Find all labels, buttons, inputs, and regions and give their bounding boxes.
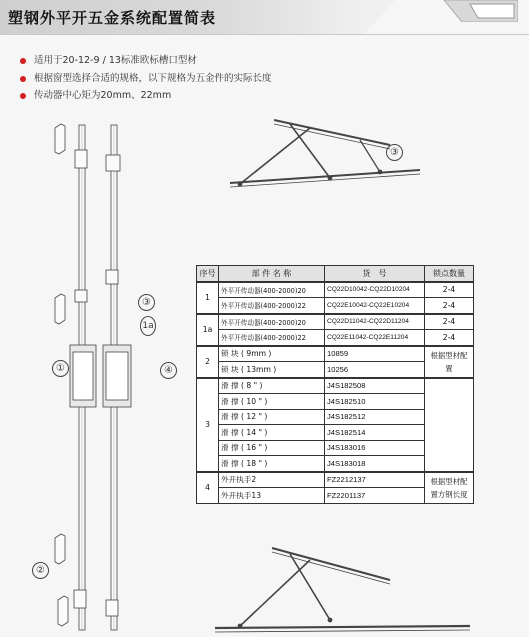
config-note: 根据型材配置 [425, 346, 474, 378]
lock-qty: 2-4 [425, 282, 474, 298]
note-item: 传动器中心矩为20mm、22mm [20, 87, 272, 105]
part-code: J4S182514 [325, 425, 425, 441]
part-name: 锁 块 ( 9mm ) [219, 346, 325, 362]
table-row [197, 378, 474, 394]
table-header-row [197, 266, 474, 282]
note-item: 适用于20-12-9 / 13标准欧标槽口型材 [20, 52, 272, 70]
col-header-code: 货 号 [325, 266, 425, 282]
part-name: 外平开传动器(400-2000)20 [219, 314, 325, 330]
group-no: 1 [197, 282, 219, 314]
group-no: 1a [197, 314, 219, 346]
callout-4: ④ [160, 362, 177, 379]
note-item: 根据窗型选择合适的规格，以下规格为五金件的实际长度 [20, 70, 272, 88]
part-code: FZ2201137 [325, 488, 425, 504]
lock-qty: 2-4 [425, 314, 474, 330]
table-row [197, 314, 474, 330]
col-header-no: 序号 [197, 266, 219, 282]
table-row [197, 472, 474, 488]
part-code: FZ2212137 [325, 472, 425, 488]
part-code: J4S183018 [325, 456, 425, 472]
part-name: 滑 撑 ( 18 " ) [219, 456, 325, 472]
table-row [197, 282, 474, 298]
part-name: 滑 撑 ( 12 " ) [219, 409, 325, 425]
lock-qty: 2-4 [425, 330, 474, 346]
part-name: 外开执手2 [219, 472, 325, 488]
friction-stay-bottom [215, 548, 470, 632]
lock-qty: 2-4 [425, 298, 474, 314]
callout-2: ② [32, 562, 49, 579]
part-code: J4S182508 [325, 378, 425, 394]
part-code: 10859 [325, 346, 425, 362]
part-name: 外平开传动器(400-2000)22 [219, 298, 325, 314]
table-row [197, 346, 474, 362]
col-header-qty: 锁点数量 [425, 266, 474, 282]
transmission-rod-1a [103, 125, 131, 630]
part-code: J4S182510 [325, 394, 425, 410]
part-name: 外开执手13 [219, 488, 325, 504]
part-name: 滑 撑 ( 8 " ) [219, 378, 325, 394]
callout-1: ① [52, 360, 69, 377]
callout-3-side: ③ [138, 294, 155, 311]
part-name: 锁 块 ( 13mm ) [219, 362, 325, 378]
table-row [197, 298, 474, 314]
group-no: 4 [197, 472, 219, 504]
part-name: 滑 撑 ( 10 " ) [219, 394, 325, 410]
table-row [197, 330, 474, 346]
page-title: 塑钢外平开五金系统配置简表 [8, 9, 217, 27]
part-code: CQ22E10042-CQ22E10204 [325, 298, 425, 314]
transmission-rod-1 [70, 125, 96, 630]
part-code: CQ22D11042-CQ22D11204 [325, 314, 425, 330]
part-code: J4S183016 [325, 440, 425, 456]
part-code: CQ22D10042-CQ22D10204 [325, 282, 425, 298]
group-no: 3 [197, 378, 219, 472]
config-note: 根据型材配置方钢长度 [425, 472, 474, 504]
part-name: 滑 撑 ( 14 " ) [219, 425, 325, 441]
col-header-name: 部 件 名 称 [219, 266, 325, 282]
part-name: 外平开传动器(400-2000)20 [219, 282, 325, 298]
callout-1a: 1a [140, 316, 156, 336]
part-name: 外平开传动器(400-2000)22 [219, 330, 325, 346]
part-code: 10256 [325, 362, 425, 378]
group-no: 2 [197, 346, 219, 378]
part-code: J4S182512 [325, 409, 425, 425]
spec-table [196, 265, 474, 504]
part-name: 滑 撑 ( 16 " ) [219, 440, 325, 456]
part-code: CQ22E11042-CQ22E11204 [325, 330, 425, 346]
callout-3-top: ③ [386, 144, 403, 161]
empty-qty-cell [425, 378, 474, 472]
